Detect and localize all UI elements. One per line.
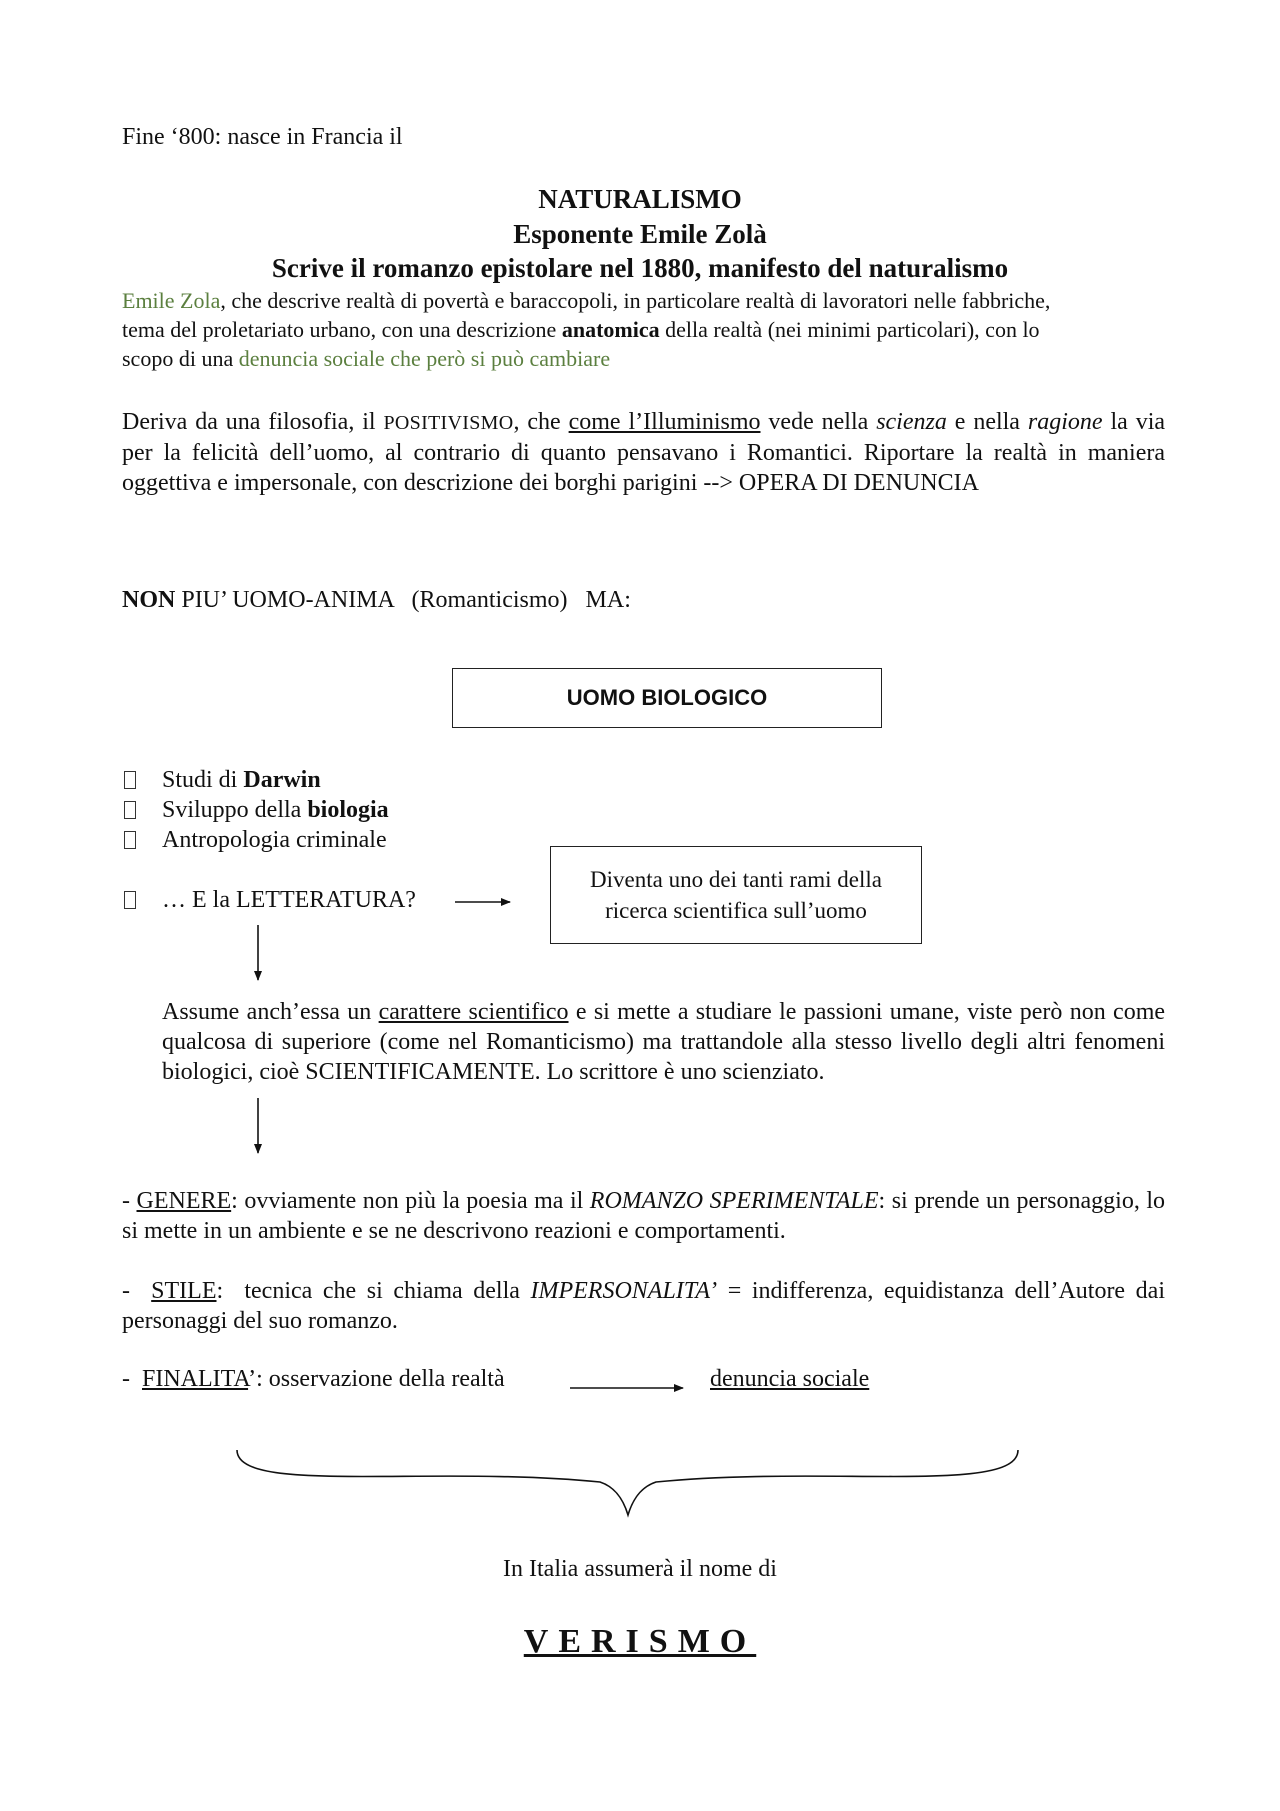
italia-line: In Italia assumerà il nome di <box>503 1556 777 1582</box>
genere-dash: - <box>122 1188 137 1214</box>
assume-b: e si mette a studiare le passioni umane, viste però non come qualcosa di superiore (come nel Romanticismo) ma trattandole alla stesso livello degli altri fenomeni biologici, cioè SCIENTIFICAMENTE. Lo scrittore è uno scienziato. <box>162 999 1166 1085</box>
finalita-line <box>122 1366 505 1393</box>
pos-c: vede nella <box>760 409 877 435</box>
title-subtitle: Scrive il romanzo epistolare nel 1880, manifesto del naturalismo <box>271 253 1009 283</box>
title-naturalismo: NATURALISMO <box>538 184 742 214</box>
stile-impersonalita: IMPERSONALITA’ <box>530 1278 718 1304</box>
zola-line-2-b: della realtà (nei minimi particolari), con lo <box>659 317 1040 342</box>
title-author: Esponente Emile Zolà <box>513 219 767 249</box>
genere-paragraph <box>122 1186 1165 1246</box>
pos-positivismo: POSITIVISMO <box>383 412 514 434</box>
non-bold: NON <box>122 587 176 613</box>
pos-ragione: ragione <box>1027 409 1103 435</box>
intro-line: Fine ‘800: nasce in Francia il <box>122 124 403 150</box>
bullet-darwin-a: Studi di <box>162 767 244 793</box>
genere-label: GENERE <box>136 1188 232 1214</box>
stile-dash: - <box>122 1278 152 1304</box>
finalita-denuncia: denuncia sociale <box>710 1366 870 1392</box>
assume-a: Assume anch’essa un <box>162 999 379 1025</box>
zola-name: Emile Zola <box>122 288 221 313</box>
assume-paragraph <box>162 997 1165 1087</box>
verismo-title <box>0 1623 1280 1661</box>
genere-a: : ovviamente non più la poesia ma il <box>231 1188 590 1214</box>
finalita-dash: - <box>122 1366 142 1392</box>
pos-a: Deriva da una filosofia, il <box>122 409 384 435</box>
bullet-letteratura: … E la LETTERATURA? <box>162 887 416 913</box>
bullet-biologia-bold: biologia <box>307 797 389 823</box>
zola-anatomica: anatomica <box>561 317 660 342</box>
ricerca-scientifica-box <box>550 846 922 944</box>
pos-scienza: scienza <box>876 409 947 435</box>
assume-carattere: carattere scientifico <box>378 999 569 1025</box>
curly-brace-icon <box>237 1450 1018 1515</box>
genere-b: : si prende un personaggio, lo si mette in un ambiente e se ne descrivono reazioni e comportamenti. <box>122 1188 1165 1244</box>
uomo-biologico-box: UOMO BIOLOGICO <box>452 668 882 728</box>
pos-illuminismo: come l’Illuminismo <box>568 409 761 435</box>
finalita-a: ’: osservazione della realtà <box>248 1366 505 1392</box>
zola-line-2-a: tema del proletariato urbano, con una descrizione <box>122 317 562 342</box>
zola-line-3-a: scopo di una <box>122 346 239 371</box>
zola-line-1-text: , che descrive realtà di povertà e baraccopoli, in particolare realtà di lavoratori nelle fabbriche, <box>220 288 1051 313</box>
non-rest: PIU’ UOMO-ANIMA (Romanticismo) MA: <box>175 587 631 613</box>
bullet-darwin-bold: Darwin <box>243 767 321 793</box>
finalita-label: FINALITA <box>142 1366 249 1392</box>
rami-line-2: ricerca scientifica sull’uomo <box>605 898 867 923</box>
stile-a: : tecnica che si chiama della <box>216 1278 531 1304</box>
zola-denuncia: denuncia sociale che però si può cambiare <box>238 346 611 371</box>
stile-label: STILE <box>151 1278 217 1304</box>
rami-line-1: Diventa uno dei tanti rami della <box>590 867 882 892</box>
stile-b: = indifferenza, equidistanza dell’Autore dai personaggi del suo romanzo. <box>122 1278 1165 1334</box>
genere-romanzo: ROMANZO SPERIMENTALE <box>589 1188 879 1214</box>
stile-paragraph <box>122 1276 1165 1336</box>
pos-e: la via per la felicità dell’uomo, al contrario di quanto pensavano i Romantici. Riportare la realtà in maniera oggettiva e impersonale, con descrizione dei borghi parigini --> OPERA DI DENUNCIA <box>122 409 1166 496</box>
pos-d: e nella <box>946 409 1028 435</box>
bullet-biologia-a: Sviluppo della <box>162 797 308 823</box>
verismo-text: VERISMO <box>523 1623 757 1660</box>
bullet-antropologia: Antropologia criminale <box>162 827 387 853</box>
pos-b: , che <box>513 409 569 435</box>
